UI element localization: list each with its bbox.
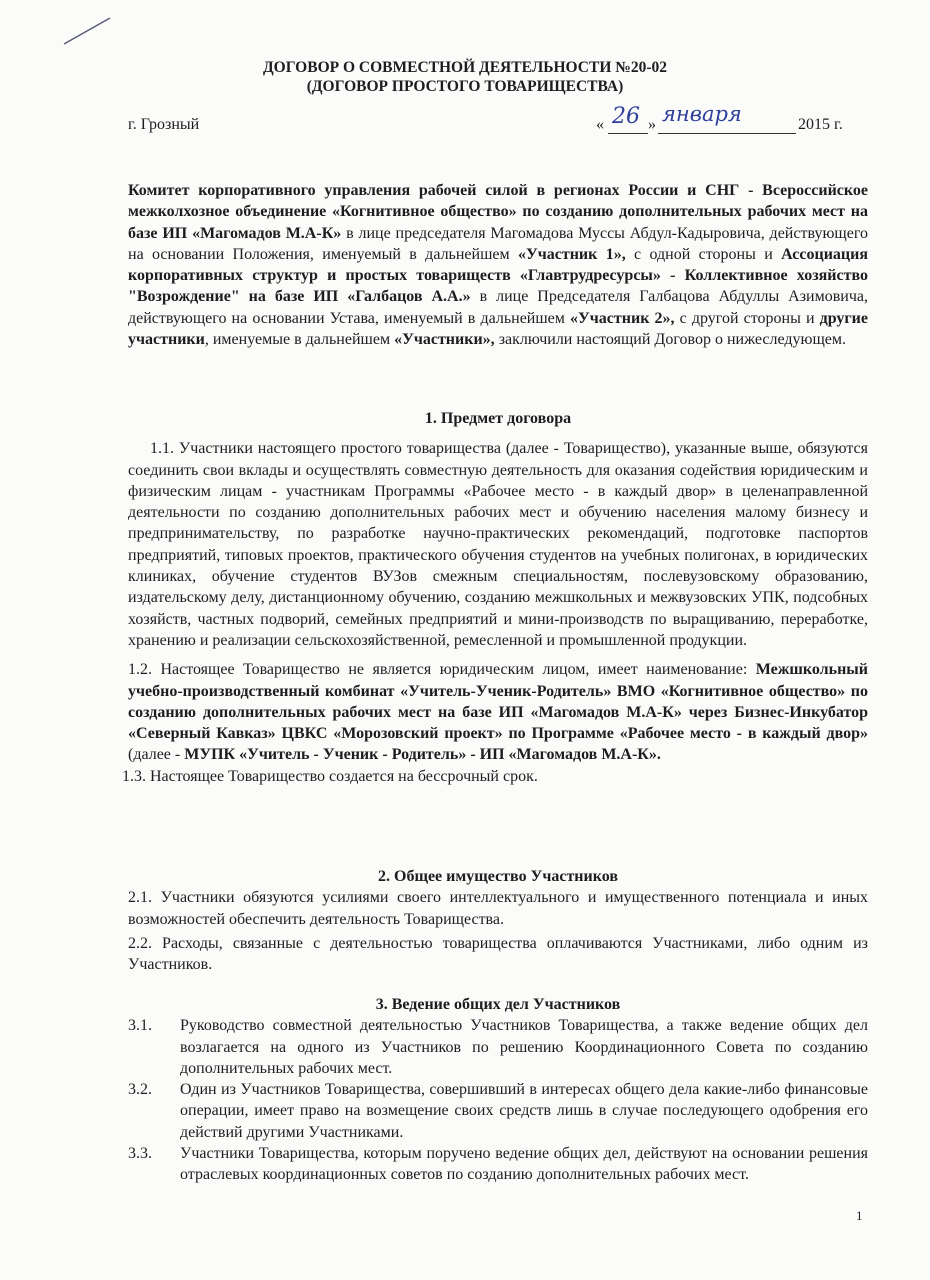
section-3 bbox=[128, 994, 868, 1186]
preamble-participant1: «Участник 1», bbox=[517, 245, 626, 263]
preamble bbox=[128, 180, 868, 350]
clause-1-2-text: 1.2. Настоящее Товарищество не является юридическим лицом, имеет наименование: bbox=[128, 661, 756, 679]
city: г. Грозный bbox=[128, 116, 200, 133]
clause-2-1: 2.1. Участники обязуются усилиями своего интеллектуального и имущественного потенциала и иных возможностей обеспечить деятельность Товарищества. bbox=[128, 889, 868, 928]
contract-date bbox=[596, 102, 866, 142]
date-day-handwritten: 26 bbox=[612, 104, 640, 129]
section-3-heading: 3. Ведение общих дел Участников bbox=[375, 996, 621, 1013]
date-day-underline bbox=[608, 133, 648, 134]
clause-1-2-text-2: (далее - bbox=[128, 746, 185, 764]
clause-text: Участники Товарищества, которым поручено ведение общих дел, действуют на основании решения отраслевых координационных советов по созданию дополнительных рабочих мест. bbox=[180, 1145, 868, 1184]
preamble-text-1: в лице председателя Магомадова Муссы Абдул-Кадыровича, действующего на основании Положения, именуемый в дальнейшем bbox=[128, 224, 868, 263]
clause-text: Руководство совместной деятельностью Участников Товарищества, а также ведение общих дел возлагается на одного из Участников по решению Координационного Совета по созданию дополнительных рабочих мест. bbox=[180, 1017, 868, 1077]
clause-3-3 bbox=[128, 1143, 868, 1186]
clause-1-3: 1.3. Настоящее Товарищество создается на бессрочный срок. bbox=[122, 767, 538, 785]
title-line-2: (ДОГОВОР ПРОСТОГО ТОВАРИЩЕСТВА) bbox=[306, 78, 624, 95]
preamble-party2-name: Ассоциация корпоративных структур и простых товариществ «Главтрудресурсы» - Коллективное хозяйство "Возрождение" на базе ИП «Галбацов А.А.» bbox=[128, 245, 868, 306]
clause-number: 3.3. bbox=[128, 1145, 152, 1163]
clause-number: 3.2. bbox=[128, 1081, 152, 1099]
clause-3-2 bbox=[128, 1079, 868, 1143]
date-open-quote: « bbox=[596, 116, 604, 133]
preamble-text-3: в лице Председателя Галбацова Абдуллы Азимовича, действующего на основании Устава, именуемый в дальнейшем bbox=[128, 288, 868, 327]
preamble-party1-name: Комитет корпоративного управления рабочей силой в регионах России и СНГ - Всероссийское межколхозное объединение «Когнитивное общество» по созданию дополнительных рабочих мест на базе ИП «Магомадов М.А-К» bbox=[128, 182, 868, 242]
clause-1-2 bbox=[128, 659, 868, 765]
preamble-participants: «Участники», bbox=[394, 331, 495, 349]
preamble-text-5: , именуемые в дальнейшем bbox=[204, 331, 395, 349]
clause-2-2: 2.2. Расходы, связанные с деятельностью товарищества оплачиваются Участниками, либо одним из Участников. bbox=[128, 934, 868, 974]
preamble-other-participants: другие участники bbox=[128, 309, 868, 349]
page-number: 1 bbox=[856, 1208, 863, 1223]
date-close-quote: » bbox=[648, 116, 656, 133]
section-2 bbox=[128, 866, 868, 975]
date-month-underline bbox=[658, 133, 796, 134]
date-year: 2015 г. bbox=[798, 116, 843, 133]
preamble-text-2: с одной стороны и bbox=[625, 245, 782, 263]
clause-number: 3.1. bbox=[128, 1017, 152, 1035]
pen-stroke-mark bbox=[62, 14, 112, 46]
title-line-1: ДОГОВОР О СОВМЕСТНОЙ ДЕЯТЕЛЬНОСТИ №20-02 bbox=[262, 59, 668, 76]
preamble-participant2: «Участник 2», bbox=[570, 309, 675, 327]
preamble-text-4: с другой стороны и bbox=[674, 309, 820, 327]
date-month-handwritten: января bbox=[662, 102, 742, 126]
clause-1-2-name: Межшкольный учебно-производственный комбинат «Учитель-Ученик-Родитель» ВМО «Когнитивное общество» по созданию дополнительных рабочих мест на базе ИП «Магомадов М.А-К» через Бизнес-Инкубатор «Северный Кавказ» ЦВКС «Морозовский проект» по Программе «Рабочее место - в каждый двор» bbox=[128, 661, 868, 743]
preamble-text-6: заключили настоящий Договор о нижеследующем. bbox=[494, 331, 847, 349]
clause-1-1: 1.1. Участники настоящего простого товарищества (далее - Товарищество), указанные выше, обязуются соединить свои вклады и осуществлять совместную деятельность для оказания содействия юридическим и физическим лицам - участникам Программы «Рабочее место - в каждый двор» в целенаправленной деятельности по созданию дополнительных рабочих мест и обучению населения малому бизнесу и предпринимательству, по разработке научно-практических рекомендаций, подготовке паспортов предприятий, типовых проектов, практического обучения студентов на учебных полигонах, в юридических клиниках, обучение студентов ВУЗов смежным специальностям, послевузовскому образованию, издательскому делу, дистанционному обучению, созданию межшкольных и межвузовских УПК, подсобных хозяйств, частных подворий, семейных предприятий и мини-производств по выращиванию, переработке, хранению и реализации сельскохозяйственной, ремесленной и промышленной продукции. bbox=[128, 440, 868, 649]
document-title bbox=[0, 58, 930, 96]
clause-text: Один из Участников Товарищества, совершивший в интересах общего дела какие-либо финансовые операции, имеет право на возмещение своих средств лишь в случае последующего одобрения его действий другими Участниками. bbox=[180, 1081, 868, 1141]
section-1 bbox=[122, 408, 868, 787]
section-1-heading: 1. Предмет договора bbox=[424, 410, 572, 427]
clause-1-2-short-name: МУПК «Учитель - Ученик - Родитель» - ИП «Магомадов М.А-К». bbox=[184, 746, 661, 764]
clause-3-1 bbox=[128, 1015, 868, 1079]
section-2-heading: 2. Общее имущество Участников bbox=[378, 868, 618, 885]
